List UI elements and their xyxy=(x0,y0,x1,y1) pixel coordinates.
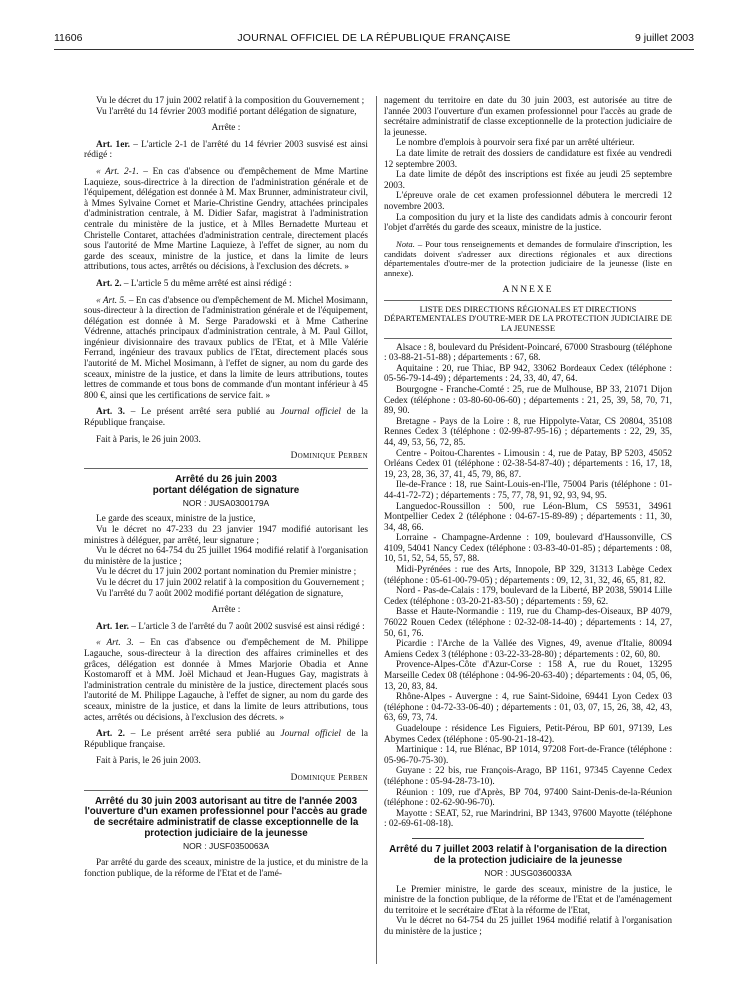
arrete-heading: Arrête : xyxy=(211,605,241,616)
journal-title: JOURNAL OFFICIEL DE LA RÉPUBLIQUE FRANÇAISE xyxy=(237,32,511,44)
list-item: Nord - Pas-de-Calais : 179, boulevard de la Liberté, BP 2038, 59014 Lille Cedex (téléphone : 03-20-21-83-50) ; départements : 59, 62. xyxy=(384,586,672,607)
nor-reference: NOR : JUSF0350063A xyxy=(183,841,269,852)
list-item: Provence-Alpes-Côte d'Azur-Corse : 158 A, rue du Rouet, 13295 Marseille Cedex 08 (téléphone : 04-96-20-63-40) ; départements : 04, 05, 06, 13, 20, 83, 84. xyxy=(384,660,672,692)
annexe-heading: ANNEXE xyxy=(502,284,554,295)
article-3: Art. 3. – Le présent arrêté sera publié au Journal officiel de la République française. xyxy=(84,407,368,429)
section-divider xyxy=(384,300,672,301)
article-1: Art. 1er. – L'article 2-1 de l'arrêté du 14 février 2003 susvisé est ainsi rédigé : xyxy=(84,139,368,161)
paragraph: Vu le décret no 47-233 du 23 janvier 1947 modifié autorisant les ministres à déléguer, par arrêté, leur signature ; xyxy=(84,525,368,546)
article-2: Art. 2. – Le présent arrêté sera publié au Journal officiel de la République française. xyxy=(84,729,368,750)
paragraph: Vu le décret no 64-754 du 25 juillet 1964 modifié relatif à l'organisation du ministère de la justice ; xyxy=(84,546,368,567)
article-2-1-text: « Art. 2-1. – En cas d'absence ou d'empêchement de Mme Martine Laquieze, sous-directrice à la direction de l'administration générale et de l'équipement, délégation est donnée à M. Max Brunner, administrateur civil, à Mmes Sylvaine Cornet et Marie-Christine Gendry, attachées principales d'administration centrale, à M. Didier Safar, magistrat à l'administration centrale du ministère de la justice, et à Mlles Bernadette Murteau et Christelle Contaret, attachées d'administration centrale, directement placés sous l'autorité de Mme Martine Laquieze, à l'effet de signer, au nom du garde des sceaux, ministre de la justice, et dans la limite de leurs attributions, tous actes, arrêtés ou décisions, à l'exclusion des décrets. » xyxy=(84,166,368,273)
signature-place-date: Fait à Paris, le 26 juin 2003. xyxy=(96,756,201,767)
list-item: Martinique : 14, rue Blénac, BP 1014, 97208 Fort-de-France (téléphone : 05-96-70-75-30). xyxy=(384,745,672,766)
list-item: Picardie : l'Arche de la Vallée des Vignes, 49, avenue d'Italie, 80094 Amiens Cedex 3 (téléphone : 03-22-33-28-80) ; départements : 02, 60, 80. xyxy=(384,639,672,660)
article-3-text: « Art. 3. – En cas d'absence ou d'empêchement de M. Philippe Lagauche, sous-directeur à la direction des affaires criminelles et des grâces, délégation est donnée à Mmes Marjorie Obadia et Anne Kostomaroff et à MM. Joël Michaud et Jean-Hugues Gay, magistrats à l'administration centrale du ministère de la justice, directement placés sous l'autorité de M. Philippe Lagauche, à l'effet de signer, au nom du garde des sceaux, ministre de la justice, et dans la limite de leurs attributions, tous actes, arrêtés ou décisions, à l'exclusion des décrets. » xyxy=(84,638,368,723)
list-item: Basse et Haute-Normandie : 119, rue du Champ-des-Oiseaux, BP 4079, 76022 Rouen Cedex (téléphone : 02-32-08-14-40) ; départements : 14, 27, 50, 61, 76. xyxy=(384,607,672,639)
list-item: Centre - Poitou-Charentes - Limousin : 4, rue de Patay, BP 5203, 45052 Orléans Cedex 01 (téléphone : 02-38-54-87-40) ; départements : 16, 17, 18, 19, 23, 28, 36, 37, 41, 45, 79, 86, 87. xyxy=(384,448,672,480)
section-divider xyxy=(84,468,368,469)
list-item: Ile-de-France : 18, rue Saint-Louis-en-l'Ile, 75004 Paris (téléphone : 01-44-41-72-72) ; départements : 75, 77, 78, 91, 92, 93, 94, 95. xyxy=(384,480,672,501)
list-item: Languedoc-Roussillon : 500, rue Léon-Blum, CS 59531, 34961 Montpellier Cedex 2 (téléphone : 04-67-15-89-89) ; départements : 11, 30, 34, 48, 66. xyxy=(384,501,672,533)
list-item: Guyane : 22 bis, rue François-Arago, BP 1161, 97345 Cayenne Cedex (téléphone : 05-94-28-73-10). xyxy=(384,766,672,787)
list-item: Bourgogne - Franche-Comté : 25, rue de Mulhouse, BP 33, 21071 Dijon Cedex (téléphone : 03-80-60-06-60) ; départements : 21, 25, 39, 58, 70, 71, 89, 90. xyxy=(384,384,672,417)
paragraph: La composition du jury et la liste des candidats admis à concourir feront l'objet d'arrêtés du garde des sceaux, ministre de la justice. xyxy=(384,212,672,234)
article-1: Art. 1er. – L'article 3 de l'arrêté du 7 août 2002 susvisé est ainsi rédigé : xyxy=(96,621,365,632)
list-item: Réunion : 109, rue d'Après, BP 704, 97400 Saint-Denis-de-la-Réunion (téléphone : 02-62-90-96-70). xyxy=(384,787,672,809)
decree-title: Arrêté du 26 juin 2003 xyxy=(175,473,277,485)
directions-list xyxy=(384,343,672,830)
list-item: Guadeloupe : résidence Les Figuiers, Petit-Pérou, BP 601, 97139, Les Abymes Cedex (téléphone : 05-90-21-18-42). xyxy=(384,723,672,745)
paragraph: Vu le décret du 17 juin 2002 relatif à la composition du Gouvernement ; xyxy=(96,578,365,588)
page-number: 11606 xyxy=(54,32,83,44)
section-divider xyxy=(384,338,672,339)
list-item: Midi-Pyrénées : rue des Arts, Innopole, BP 329, 31313 Labège Cedex (téléphone : 05-61-00-79-05) ; départements : 09, 12, 31, 32, 46, 65, 81, 82. xyxy=(384,565,672,586)
list-item: Rhône-Alpes - Auvergne : 4, rue Saint-Sidoine, 69441 Lyon Cedex 03 (téléphone : 04-72-33-06-40) ; départements : 01, 03, 07, 15, 26, 38, 42, 43, 63, 69, 73, 74. xyxy=(384,692,672,724)
nor-reference: NOR : JUSA0300179A xyxy=(182,497,270,508)
paragraph: Vu le décret du 17 juin 2002 portant nomination du Premier ministre ; xyxy=(96,567,357,578)
decree-title: Arrêté du 30 juin 2003 autorisant au titre de l'année 2003 l'ouverture d'un examen professionnel pour l'accès au grade de secrétaire administratif de classe exceptionnelle de la protection judiciaire de la jeunesse xyxy=(84,795,368,840)
paragraph: Le garde des sceaux, ministre de la justice, xyxy=(96,514,256,525)
signatory: Dominique Perben xyxy=(290,772,368,783)
signature-place-date: Fait à Paris, le 26 juin 2003. xyxy=(96,434,201,445)
arrete-heading: Arrête : xyxy=(211,123,241,134)
paragraph: Vu l'arrêté du 7 août 2002 modifié portant délégation de signature, xyxy=(96,588,344,599)
article-2: Art. 2. – L'article 5 du même arrêté est ainsi rédigé : xyxy=(96,278,292,289)
left-column xyxy=(84,96,368,879)
paragraph: Par arrêté du garde des sceaux, ministre de la justice, et du ministre de la fonction publique, de la réforme de l'Etat et de l'amé- xyxy=(84,858,368,879)
issue-date: 9 juillet 2003 xyxy=(635,32,694,44)
paragraph: nagement du territoire en date du 30 juin 2003, est autorisée au titre de l'année 2003 l'ouverture d'un examen professionnel pour l'accès au grade de secrétaire administratif de classe exceptionnelle de la protection judiciaire de la jeunesse. xyxy=(384,96,672,138)
right-column xyxy=(384,96,672,938)
list-item: Lorraine - Champagne-Ardenne : 109, boulevard d'Haussonville, CS 4109, 54041 Nancy Cedex (téléphone : 03-83-40-01-85) ; départements : 08, 10, 51, 52, 54, 55, 57, 88. xyxy=(384,533,672,565)
column-divider xyxy=(376,96,377,964)
paragraph: L'épreuve orale de cet examen professionnel débutera le mercredi 12 novembre 2003. xyxy=(384,191,672,212)
decree-title: Arrêté du 7 juillet 2003 relatif à l'organisation de la direction de la protection judiciaire de la jeunesse xyxy=(389,843,667,866)
list-item: Bretagne - Pays de la Loire : 8, rue Hippolyte-Vatar, CS 20804, 35108 Rennes Cedex 3 (téléphone : 02-99-87-95-16) ; départements : 22, 29, 35, 44, 49, 53, 56, 72, 85. xyxy=(384,416,672,448)
nor-reference: NOR : JUSG0360033A xyxy=(484,867,572,878)
article-5-text: « Art. 5. – En cas d'absence ou d'empêchement de M. Michel Mosimann, sous-directeur à la direction de l'administration générale et de l'équipement, délégation est donnée à M. Serge Paradowski et à Mme Catherine Védrenne, attachés principaux d'administration centrale, à M. Paul Gillot, ingénieur divisionnaire des travaux publics de l'Etat, et à Mlle Valérie Ferrand, ingénieur des travaux publics de l'Etat, directement placés sous l'autorité de M. Michel Mosimann, à l'effet de signer, au nom du garde des sceaux, ministre de la justice, et dans la limite de leurs attributions, toutes lettres de commande et tous bons de commande d'un montant inférieur à 45 800 €, ainsi que les certifications de service fait. » xyxy=(84,295,369,401)
page-header xyxy=(54,30,694,50)
nota-note: Nota. – Pour tous renseignements et demandes de formulaire d'inscription, les candidats doivent s'adresser aux directions régionales et aux directions départementales d'outre-mer de la protection judiciaire de la jeunesse (liste en annexe). xyxy=(384,238,672,279)
section-divider xyxy=(84,790,368,791)
list-item: Mayotte : SEAT, 52, rue Marindrini, BP 1343, 97600 Mayotte (téléphone : 02-69-61-08-18). xyxy=(384,808,672,830)
signatory: Dominique Perben xyxy=(290,451,368,462)
paragraph: La date limite de retrait des dossiers de candidature est fixée au vendredi 12 septembre 2003. xyxy=(384,148,672,170)
paragraph: Le nombre d'emplois à pourvoir sera fixé par un arrêté ultérieur. xyxy=(396,138,635,149)
section-divider xyxy=(412,838,644,839)
paragraph: Vu le décret du 17 juin 2002 relatif à la composition du Gouvernement ; xyxy=(96,96,365,106)
paragraph: Vu l'arrêté du 14 février 2003 modifié portant délégation de signature, xyxy=(96,106,357,117)
list-item: Alsace : 8, boulevard du Président-Poincaré, 67000 Strasbourg (téléphone : 03-88-21-51-88) ; départements : 67, 68. xyxy=(384,342,672,364)
annexe-title: LISTE DES DIRECTIONS RÉGIONALES ET DIRECTIONS DÉPARTEMENTALES D'OUTRE-MER DE LA PROTECTION JUDICIAIRE DE LA JEUNESSE xyxy=(384,303,672,333)
paragraph: La date limite de dépôt des inscriptions est fixée au jeudi 25 septembre 2003. xyxy=(384,170,672,191)
list-item: Aquitaine : 20, rue Thiac, BP 942, 33062 Bordeaux Cedex (téléphone : 05-56-79-14-49) ; départements : 24, 33, 40, 47, 64. xyxy=(384,363,672,385)
paragraph: Vu le décret no 64-754 du 25 juillet 1964 modifié relatif à l'organisation du ministère de la justice ; xyxy=(384,916,672,937)
decree-subtitle: portant délégation de signature xyxy=(152,484,300,496)
paragraph: Le Premier ministre, le garde des sceaux, ministre de la justice, le ministre de la fonction publique, de la réforme de l'Etat et de l'aménagement du territoire et le secrétaire d'Etat à la réforme de l'Etat, xyxy=(384,884,672,916)
